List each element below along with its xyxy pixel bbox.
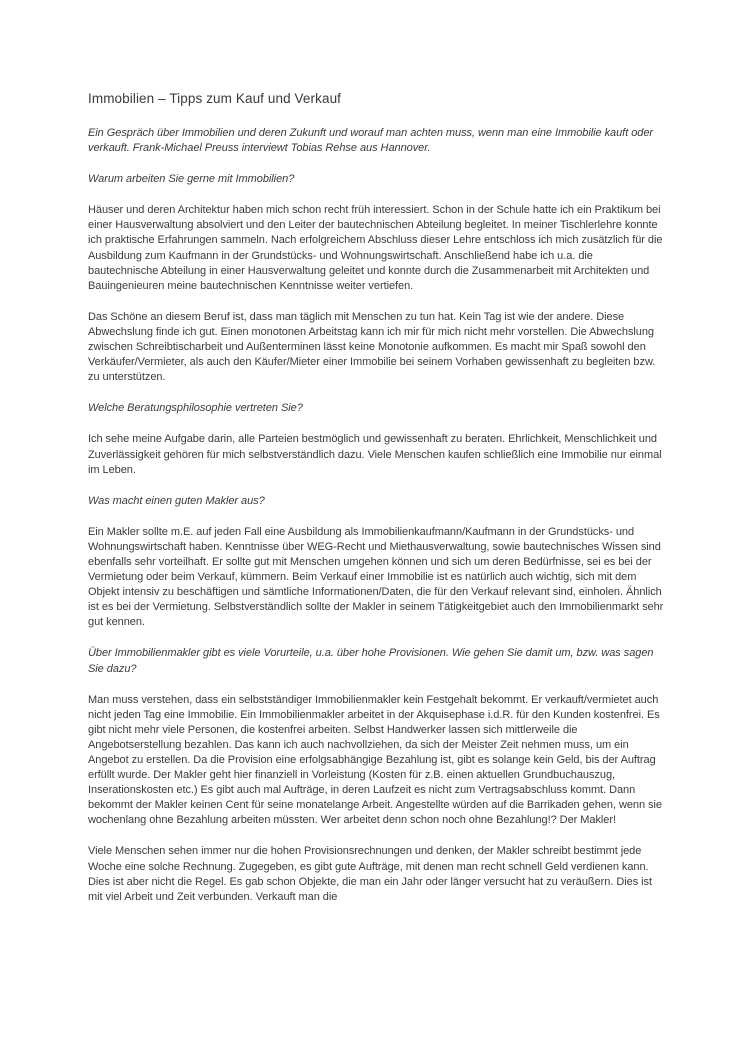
interview-question-4: Über Immobilienmakler gibt es viele Vorurteile, u.a. über hohe Provisionen. Wie gehen Sie damit um, bzw. was sagen Sie dazu? [88,647,654,675]
interview-question-1: Warum arbeiten Sie gerne mit Immobilien? [88,173,295,186]
intro-paragraph: Ein Gespräch über Immobilien und deren Zukunft und worauf man achten muss, wenn man eine Immobilie kauft oder verkauft. Frank-Michael Preuss interviewt Tobias Rehse aus Hannover. [88,127,654,155]
page-title: Immobilien – Tipps zum Kauf und Verkauf [88,91,342,106]
answer-paragraph-2: Das Schöne an diesem Beruf ist, dass man täglich mit Menschen zu tun hat. Kein Tag ist wie der andere. Diese Abwechslung finde ich gut. Einen monotonen Arbeitstag kann ich mir für mich nicht mehr vorstellen. Die Abwechslung zwischen Schreibtischarbeit und Außenterminen lässt keine Monotonie aufkommen. Es macht mir Spaß sowohl den Verkäufer/Vermieter, als auch den Käufer/Mieter einer Immobilie bei seinem Vorhaben gewissenhaft zu begleiten bzw. zu unterstützen. [88,310,656,384]
answer-paragraph-4: Ein Makler sollte m.E. auf jeden Fall eine Ausbildung als Immobilienkaufmann/Kaufmann in der Grundstücks- und Wohnungswirtschaft haben. Kenntnisse über WEG-Recht und Miethausverwaltung, sowie bautechnisches Wissen sind ebenfalls sehr vorteilhaft. Er sollte gut mit Menschen umgehen können und sich um deren Bedürfnisse, sei es bei der Vermietung oder beim Verkauf, kümmern. Beim Verkauf einer Immobilie ist es natürlich auch wichtig, sich mit dem Objekt intensiv zu beschäftigen und sämtliche Informationen/Daten, die für den Verkauf relevant sind, einholen. Ähnlich ist es bei der Vermietung. Selbstverständlich sollte der Makler in seinem Tätigkeitgebiet auch den Immobilienmarkt sehr gut kennen. [88,525,664,629]
answer-paragraph-3: Ich sehe meine Aufgabe darin, alle Parteien bestmöglich und gewissenhaft zu beraten. Ehrlichkeit, Menschlichkeit und Zuverlässigkeit gehören für mich selbstverständlich dazu. Viele Menschen kaufen schließlich eine Immobilie nur einmal im Leben. [88,433,662,476]
interview-question-2: Welche Beratungsphilosophie vertreten Sie? [88,402,303,415]
article-content [88,90,665,921]
answer-paragraph-5: Man muss verstehen, dass ein selbstständiger Immobilienmakler kein Festgehalt bekommt. Er verkauft/vermietet auch nicht jeden Tag eine Immobilie. Ein Immobilienmakler arbeitet in der Akquisephase i.d.R. für den Kunden kostenfrei. Es gibt nicht mehr viele Personen, die kostenfrei arbeiten. Selbst Handwerker lassen sich mittlerweile die Angebotserstellung bezahlen. Das kann ich auch nachvollziehen, da sich der Meister Zeit nehmen muss, um ein Angebot zu erstellen. Da die Provision eine erfolgsabhängige Bezahlung ist, gibt es solange kein Geld, bis der Auftrag erfüllt wurde. Der Makler geht hier finanziell in Vorleistung (Kosten für z.B. einen aktuellen Grundbuchauszug, Inserationskosten etc.) Es gibt auch mal Aufträge, in deren Laufzeit es nicht zum Vertragsabschluss kommt. Dann bekommt der Makler keinen Cent für seine monatelange Arbeit. Angestellte würden auf die Barrikaden gehen, wenn sie wochenlang ohne Bezahlung arbeiten müssten. Wer arbeitet denn schon noch ohne Bezahlung!? Der Makler! [88,693,662,827]
answer-paragraph-6: Viele Menschen sehen immer nur die hohen Provisionsrechnungen und denken, der Makler schreibt bestimmt jede Woche eine solche Rechnung. Zugegeben, es gibt gute Aufträge, mit denen man recht schnell Geld verdienen kann. Dies ist aber nicht die Regel. Es gab schon Objekte, die man ein Jahr oder länger versucht hat zu veräußern. Dies ist mit viel Arbeit und Zeit verbunden. Verkauft man die [88,845,652,903]
interview-question-3: Was macht einen guten Makler aus? [88,494,265,507]
answer-paragraph-1: Häuser und deren Architektur haben mich schon recht früh interessiert. Schon in der Schule hatte ich ein Praktikum bei einer Hausverwaltung absolviert und den Leiter der bautechnischen Abteilung begleitet. In meiner Tischlerlehre konnte ich praktische Erfahrungen sammeln. Nach erfolgreichem Abschluss dieser Lehre entschloss ich mich zusätzlich für die Ausbildung zum Kaufmann in der Grundstücks- und Wohnungswirtschaft. Anschließend habe ich u.a. die bautechnische Abteilung in einer Hausverwaltung geleitet und konnte durch die Zusammenarbeit mit Architekten und Bauingenieuren meine bautechnischen Kenntnisse weiter vertiefen. [88,204,663,292]
